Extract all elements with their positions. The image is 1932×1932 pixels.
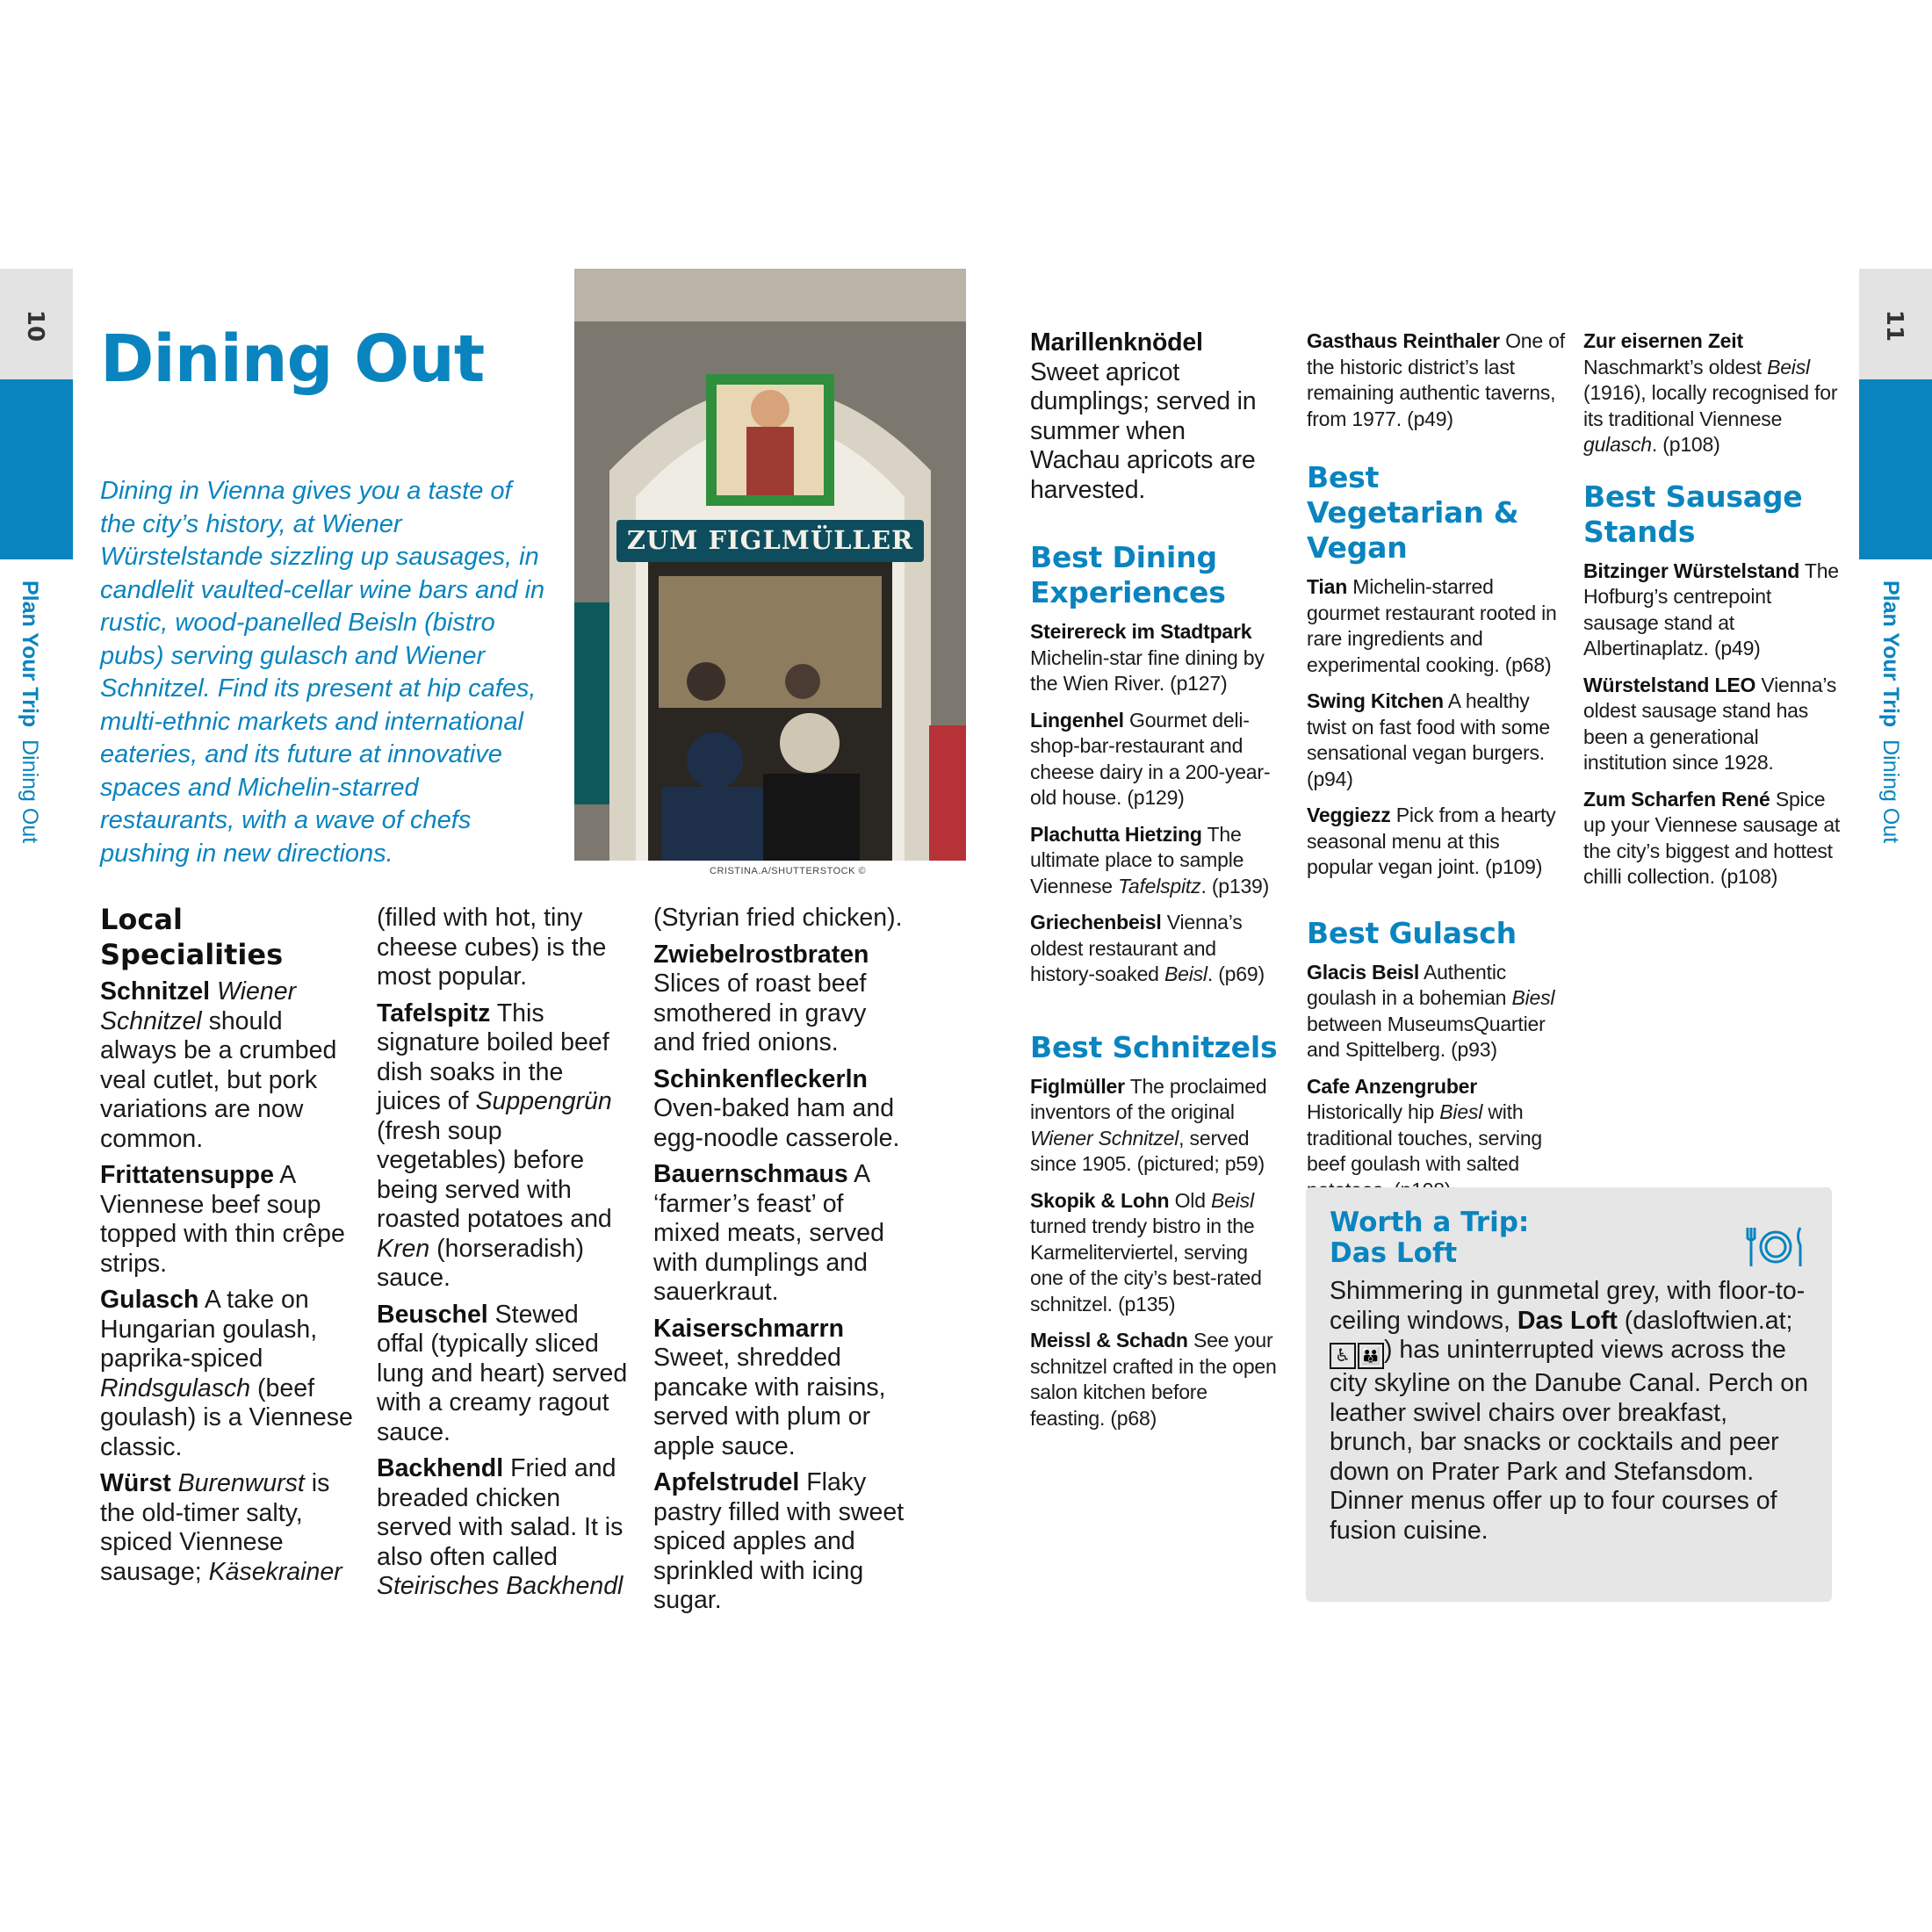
entry-kaiserschmarrn	[653, 1315, 908, 1462]
entry-name: Das Loft	[1517, 1306, 1618, 1335]
entry-text: . (p139)	[1200, 874, 1270, 898]
entry-text: Fried and breaded chicken served with salad. It is also often called	[377, 1454, 624, 1571]
entry-name: Schnitzel	[100, 977, 211, 1006]
restaurant-sign-text: ZUM FIGLMÜLLER	[626, 525, 914, 555]
entry-name: Tafelspitz	[377, 998, 491, 1027]
entry-text: with traditional touches, serving beef goulash with salted	[1307, 1100, 1542, 1175]
entry-text: Flaky pastry filled with sweet spiced apples and sprinkled with icing sugar.	[653, 1468, 905, 1614]
local-col-1	[100, 902, 355, 1594]
entry-text: is the old-timer salty, spiced Viennese sausage;	[100, 1469, 330, 1586]
entry-text: Old	[1174, 1188, 1206, 1212]
entry-text: See your schnitzel crafted in the open salon kitchen before feasting. (p68)	[1030, 1329, 1277, 1430]
entry-text: Authentic goulash in a bohemian	[1307, 960, 1507, 1009]
entry-frittatensuppe	[100, 1161, 355, 1279]
entry-text: Stewed offal (typically sliced lung and heart) served with a creamy ragout sauce.	[377, 1300, 628, 1446]
entry-italic: Wiener Schnitzel	[100, 977, 297, 1035]
entry-name: Gasthaus Reinthaler	[1307, 329, 1500, 352]
entry-name: Beuschel	[377, 1300, 488, 1329]
entry-italic: Biesl	[1511, 986, 1555, 1009]
side-section-label-right: Plan Your Trip	[1878, 580, 1903, 728]
entry-zur-eisernen-zeit	[1583, 328, 1847, 458]
entry-text: One of the historic district’s last remaining authentic taverns, from 1977. (p49)	[1307, 329, 1565, 430]
left-side-label	[17, 580, 42, 843]
entry-text: (fresh soup vegetables) before being served with roasted potatoes and	[377, 1116, 612, 1233]
entry-name: Zwiebelrostbraten	[653, 940, 869, 969]
entry-text: Shimmering in gunmetal grey, with floor-to-ceiling windows,	[1330, 1277, 1806, 1335]
entry-name: Lingenhel	[1030, 708, 1124, 732]
entry-apfelstrudel	[653, 1468, 908, 1616]
worth-a-trip-paragraph	[1330, 1277, 1813, 1546]
entry-beuschel	[377, 1301, 631, 1448]
entry-name: Figlmüller	[1030, 1074, 1125, 1098]
photo-credit: CRISTINA.A/SHUTTERSTOCK ©	[710, 866, 867, 876]
entry-meissl	[1030, 1328, 1285, 1431]
right-page-number: 11	[1881, 309, 1908, 342]
spacer	[1030, 998, 1285, 1030]
entry-italic: Steirisches Backhendl	[377, 1572, 624, 1600]
entry-text: Historically hip	[1307, 1100, 1435, 1123]
entry-tafelspitz	[377, 999, 631, 1294]
entry-text: The Hofburg’s centrepoint sausage stand at Albertinaplatz. (p49)	[1583, 559, 1839, 660]
entry-text: Pick from a hearty seasonal menu at this popular vegan joint. (p109)	[1307, 804, 1556, 878]
right-col-b	[1307, 328, 1570, 1214]
side-section-label: Plan Your Trip	[18, 580, 42, 728]
worth-a-trip-place: Das Loft	[1330, 1237, 1458, 1269]
best-schnitzels-heading: Best Schnitzels	[1030, 1029, 1278, 1064]
entry-text: Vienna’s oldest restaurant and history-soaked	[1030, 911, 1243, 985]
entry-cafe-anzengruber	[1307, 1074, 1570, 1204]
photo-illustration	[574, 269, 966, 861]
best-gulasch-heading: Best Gulasch	[1307, 915, 1517, 950]
side-chapter-label: Dining Out	[18, 739, 42, 844]
entry-text: Vienna’s oldest sausage stand has been a generational institution since 1928.	[1583, 673, 1837, 774]
local-col-2	[377, 904, 631, 1609]
entry-name: Steirereck im Stadtpark	[1030, 620, 1252, 643]
entry-text: , served since 1905. (pictured; p59)	[1030, 1126, 1265, 1175]
entry-italic: Biesl	[1439, 1100, 1483, 1123]
entry-text: (horseradish) sauce.	[377, 1234, 585, 1292]
entry-schinkenfleckerln	[653, 1065, 908, 1154]
right-page-number-tab	[1859, 269, 1932, 379]
entry-text: This signature boiled beef dish soaks in the juices of	[377, 998, 609, 1115]
entry-text: should always be a crumbed veal cutlet, but pork variations are now common.	[100, 1006, 337, 1153]
entry-name: Zum Scharfen René	[1583, 787, 1770, 811]
entry-name: Tian	[1307, 575, 1348, 598]
cutlery-plate-icon	[1745, 1224, 1806, 1270]
entry-name: Kaiserschmarrn	[653, 1314, 845, 1343]
best-vegetarian-heading: Best Vegetarian & Vegan	[1307, 460, 1519, 565]
entry-text: Slices of roast beef smothered in gravy and fried onions.	[653, 970, 867, 1056]
entry-wurst	[100, 1469, 355, 1587]
entry-italic: gulasch	[1583, 433, 1652, 456]
left-page-number: 10	[22, 309, 49, 342]
entry-name: Würst	[100, 1469, 171, 1497]
right-col-c	[1583, 328, 1847, 901]
entry-text: Michelin-star fine dining by the Wien River. (p127)	[1030, 645, 1265, 695]
spacer	[1307, 891, 1570, 916]
entry-swing-kitchen	[1307, 688, 1570, 792]
entry-italic: Tafelspitz	[1118, 874, 1201, 898]
entry-backhendl	[377, 1454, 631, 1602]
entry-gulasch	[100, 1286, 355, 1462]
entry-text: turned trendy bistro in the Karmeliterviertel, serving one of the city’s best-rated schnitzel. (p135)	[1030, 1215, 1262, 1316]
entry-zwiebelrostbraten	[653, 941, 908, 1058]
entry-italic: Burenwurst	[177, 1469, 305, 1497]
spacer	[1307, 443, 1570, 460]
entry-text: A Viennese beef soup topped with thin crêpe strips.	[100, 1161, 345, 1278]
right-col-a	[1030, 328, 1285, 1442]
entry-glacis-beisl	[1307, 960, 1570, 1063]
entry-name: Griechenbeisl	[1030, 911, 1162, 934]
entry-plachutta	[1030, 822, 1285, 900]
entry-text: The ultimate place to sample Viennese	[1030, 822, 1244, 898]
entry-zum-scharfen-rene	[1583, 787, 1847, 890]
wheelchair-icon: ♿	[1330, 1343, 1356, 1369]
entry-name: Gulasch	[100, 1286, 199, 1314]
local-specialities-heading: Local Specialities	[100, 903, 284, 971]
entry-skopik	[1030, 1188, 1285, 1318]
entry-wuerstelstand-leo	[1583, 673, 1847, 776]
entry-steirereck	[1030, 619, 1285, 697]
best-sausage-heading: Best Sausage Stands	[1583, 479, 1803, 549]
entry-text: A healthy twist on fast food with some sensational vegan burgers. (p94)	[1307, 689, 1550, 790]
entry-name: Bitzinger Würstelstand	[1583, 559, 1800, 582]
entry-name: Zur eisernen Zeit	[1583, 329, 1743, 352]
spacer	[1583, 469, 1847, 479]
figlmueller-photo	[574, 269, 966, 861]
entry-tian	[1307, 574, 1570, 678]
entry-italic: Beisl	[1164, 962, 1208, 985]
entry-italic: Rindsgulasch	[100, 1373, 251, 1402]
entry-name: Meissl & Schadn	[1030, 1329, 1188, 1352]
entry-backhendl-cont: (Styrian fried chicken).	[653, 904, 903, 932]
entry-text: Sweet, shredded pancake with raisins, served with plum or apple sauce.	[653, 1344, 886, 1460]
left-blue-tab	[0, 379, 73, 559]
entry-text: Sweet apricot dumplings; served in summer when Wachau apricots are harvested.	[1030, 357, 1257, 504]
entry-name: Cafe Anzengruber	[1307, 1074, 1478, 1098]
entry-text: Oven-baked ham and egg-noodle casserole.	[653, 1094, 900, 1152]
entry-figlmueller	[1030, 1074, 1285, 1178]
entry-name: Bauernschmaus	[653, 1160, 848, 1188]
entry-text: Gourmet deli-shop-bar-restaurant and cheese dairy in a 200-year-old house. (p129)	[1030, 708, 1271, 809]
entry-name: Backhendl	[377, 1454, 504, 1482]
entry-text: Naschmarkt’s oldest	[1583, 355, 1762, 378]
page-title: Dining Out	[100, 321, 485, 397]
worth-a-trip-heading	[1330, 1208, 1529, 1269]
entry-text: (1916), locally recognised for its traditional Viennese	[1583, 381, 1838, 430]
worth-a-trip-text	[1330, 1277, 1813, 1546]
entry-name: Skopik & Lohn	[1030, 1188, 1170, 1212]
entry-schnitzel	[100, 977, 355, 1154]
entry-lingenhel	[1030, 708, 1285, 811]
entry-gasthaus-reinthaler	[1307, 328, 1570, 432]
entry-text: (beef goulash) is a Viennese classic.	[100, 1373, 353, 1461]
side-chapter-label-right: Dining Out	[1878, 739, 1903, 844]
entry-text: ) has uninterrupted views across the city skyline on the Danube Canal. Perch on leather swivel chairs over breakfast, brunch, bar snacks or cocktails and peer down on Prater Park and Stefansdom. Dinner menus offer up to four courses of fusion cuisine.	[1330, 1336, 1808, 1545]
entry-griechenbeisl	[1030, 910, 1285, 988]
entry-name: Würstelstand LEO	[1583, 673, 1756, 696]
entry-bauernschmaus	[653, 1160, 908, 1308]
entry-text: A ‘farmer’s feast’ of mixed meats, served with dumplings and sauerkraut.	[653, 1160, 884, 1306]
entry-name: Swing Kitchen	[1307, 689, 1444, 712]
entry-wurst-cont: (filled with hot, tiny cheese cubes) is the most popular.	[377, 904, 607, 991]
entry-text: . (p108)	[1651, 433, 1720, 456]
family-icon: 👪	[1358, 1343, 1384, 1369]
entry-text: (dasloftwien.at;	[1624, 1306, 1793, 1335]
entry-veggiezz	[1307, 803, 1570, 881]
entry-text: . (p69)	[1207, 962, 1265, 985]
spacer	[1030, 515, 1285, 540]
worth-a-trip-label: Worth a Trip:	[1330, 1207, 1530, 1238]
entry-name: Glacis Beisl	[1307, 960, 1420, 984]
entry-italic: Wiener Schnitzel	[1030, 1126, 1179, 1150]
entry-name: Schinkenfleckerln	[653, 1064, 868, 1093]
entry-text: Michelin-starred gourmet restaurant rooted in rare ingredients and experimental cooking. (p68)	[1307, 575, 1557, 676]
entry-name: Marillenknödel	[1030, 328, 1203, 357]
right-blue-tab	[1859, 379, 1932, 559]
entry-text: Spice up your Viennese sausage at the city’s biggest and hottest chilli collection. (p108)	[1583, 787, 1841, 888]
worth-a-trip-box	[1306, 1187, 1832, 1602]
entry-text: A take on Hungarian goulash, paprika-spiced	[100, 1286, 318, 1373]
entry-bitzinger	[1583, 559, 1847, 662]
entry-name: Veggiezz	[1307, 804, 1391, 826]
right-side-label	[1878, 580, 1903, 843]
entry-italic: Beisl	[1211, 1188, 1254, 1212]
best-dining-heading: Best Dining Experiences	[1030, 540, 1226, 609]
entry-italic: Beisl	[1767, 355, 1810, 378]
entry-name: Frittatensuppe	[100, 1161, 274, 1189]
entry-name: Plachutta Hietzing	[1030, 822, 1202, 846]
entry-marillenknoedel	[1030, 328, 1267, 505]
entry-name: Apfelstrudel	[653, 1468, 800, 1496]
entry-italic: Käsekrainer	[208, 1557, 342, 1586]
intro-paragraph: Dining in Vienna gives you a taste of the city’s history, at Wiener Würstelstande sizzling up sausages, in candlelit vaulted-cellar wine bars and in rustic, wood-panelled Beisln (bistro pubs) serving gulasch and Wiener Schnitzel. Find its present at hip cafes, multi-ethnic markets and international eateries, and its future at innovative spaces and Michelin-starred restaurants, with a wave of chefs pushing in new directions.	[100, 477, 545, 868]
entry-text: The proclaimed inventors of the original	[1030, 1074, 1267, 1123]
left-page-number-tab	[0, 269, 73, 379]
entry-italic: Kren	[377, 1234, 430, 1263]
entry-text: between MuseumsQuartier and Spittelberg. (p93)	[1307, 1012, 1546, 1061]
local-col-3	[653, 904, 908, 1623]
entry-italic: Suppengrün	[475, 1087, 612, 1115]
